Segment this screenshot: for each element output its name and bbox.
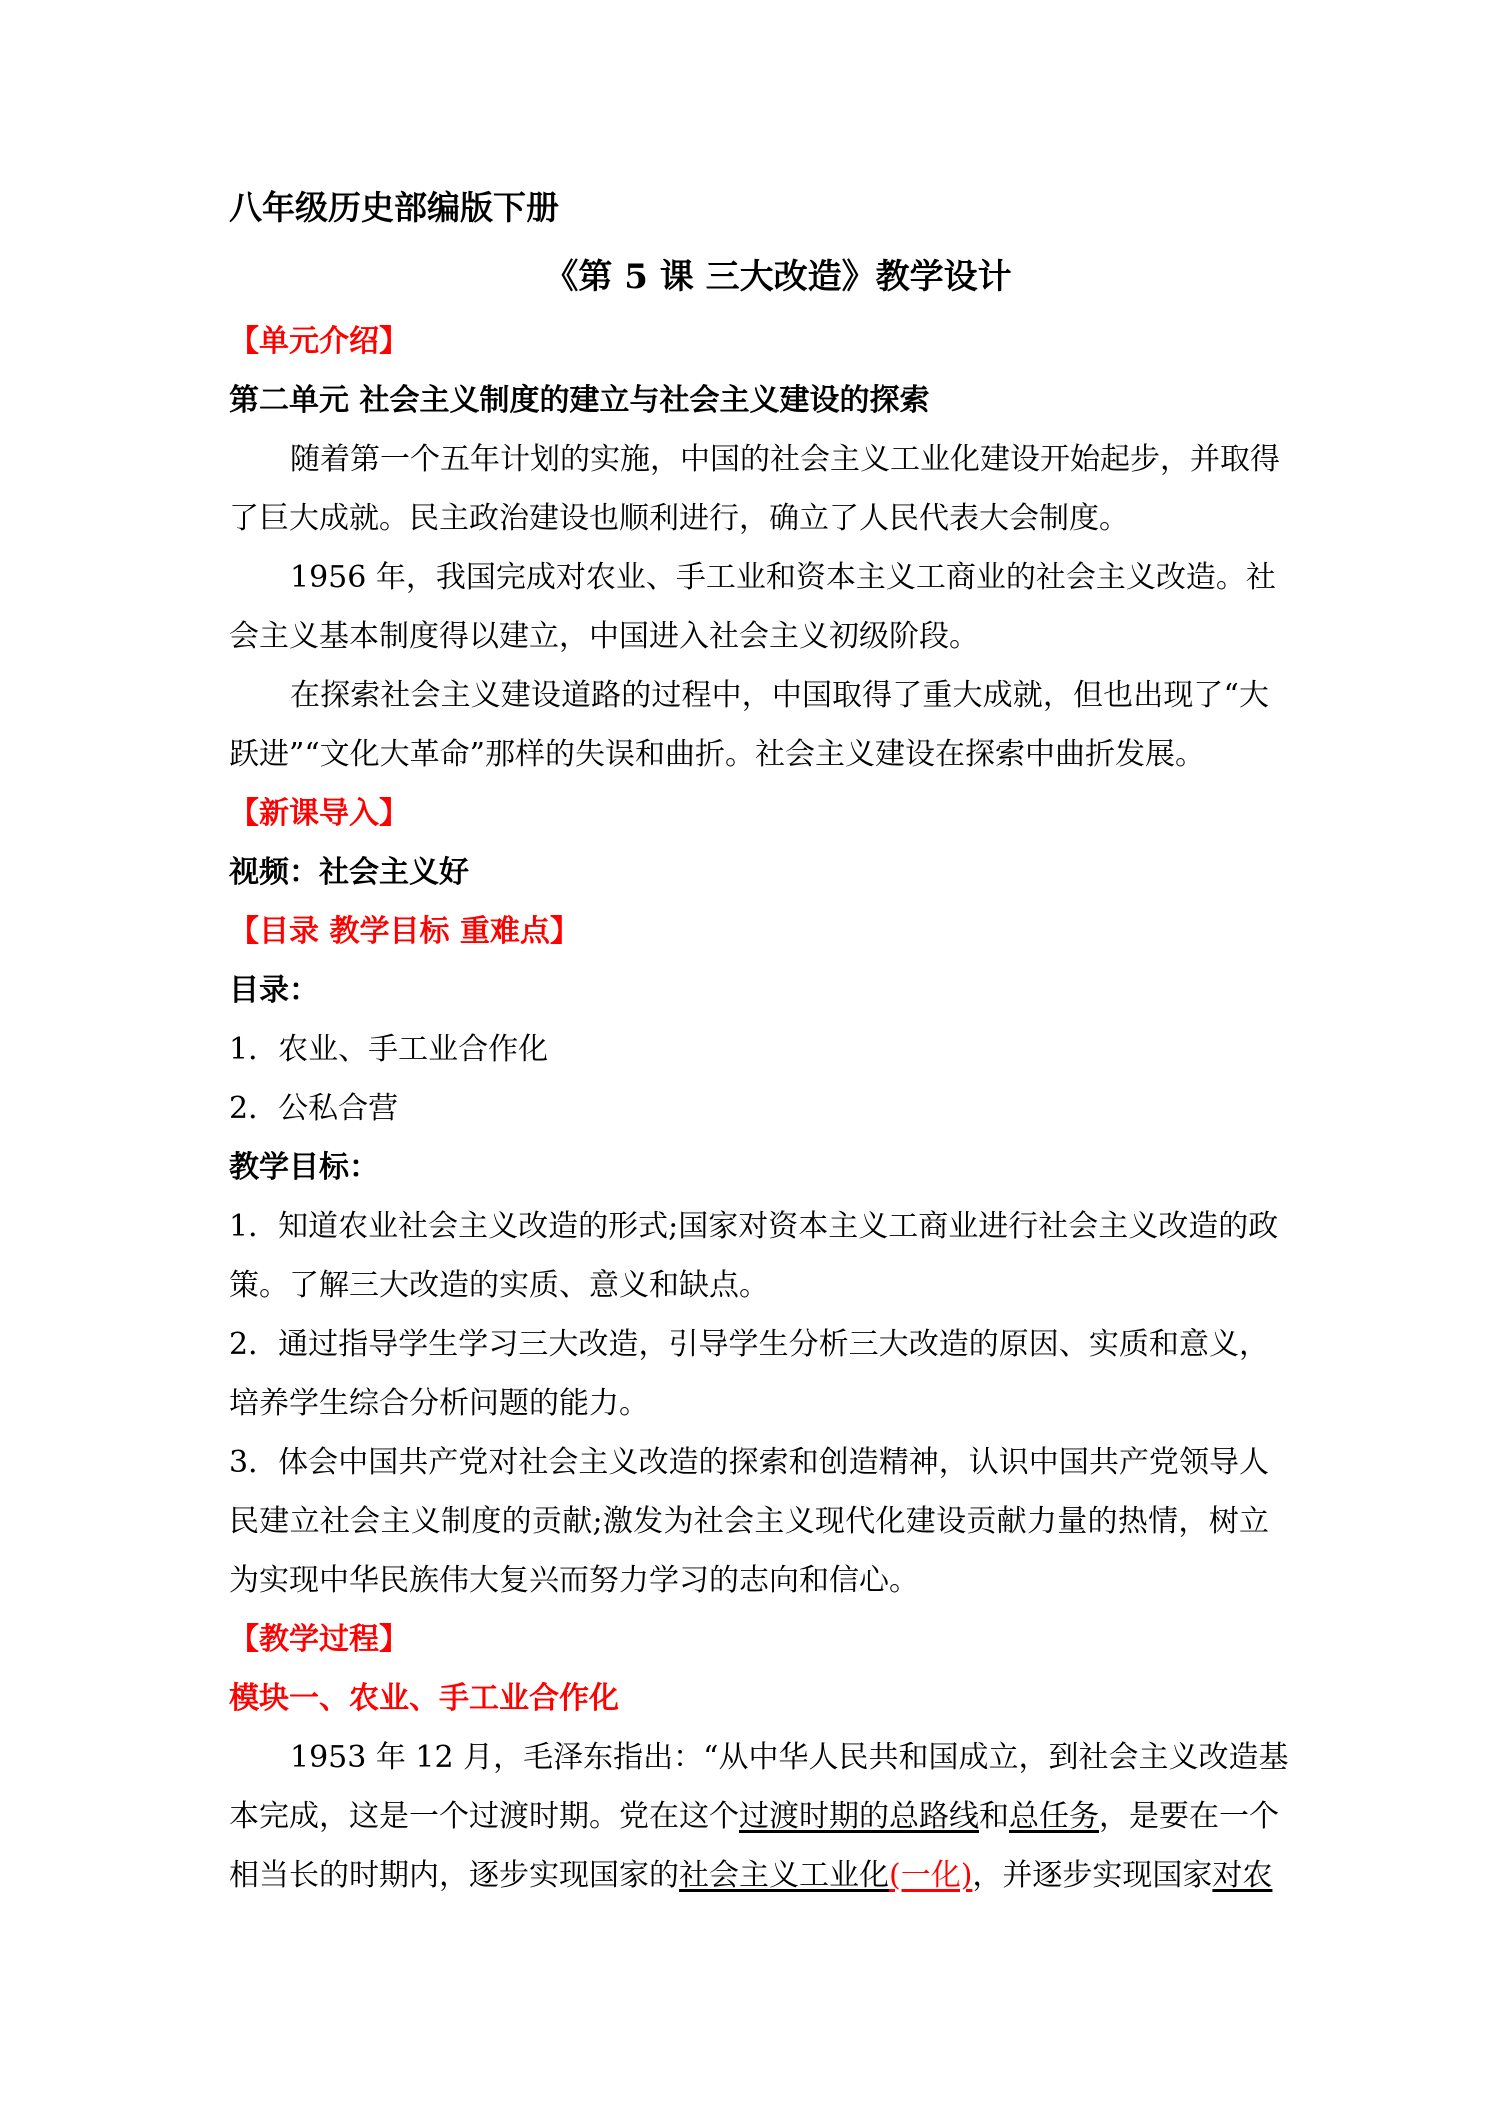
- underlined-term: 过渡时期的总路线: [739, 1799, 979, 1834]
- goals-label: 教学目标：: [229, 1150, 379, 1185]
- paragraph-line: 民建立社会主义制度的贡献;激发为社会主义现代化建设贡献力量的热情，树立: [229, 1504, 1269, 1539]
- grade-heading: 八年级历史部编版下册: [229, 188, 559, 227]
- underlined-term: 总任务: [1009, 1799, 1099, 1834]
- paragraph-line: 随着第一个五年计划的实施，中国的社会主义工业化建设开始起步，并取得: [290, 442, 1280, 477]
- paragraph-line: 1953 年 12 月，毛泽东指出：“从中华人民共和国成立，到社会主义改造基: [290, 1740, 1289, 1775]
- paragraph-line: [229, 1797, 1279, 1856]
- paragraph-line: 会主义基本制度得以建立，中国进入社会主义初级阶段。: [229, 619, 979, 654]
- unit-intro-paragraph-2: [229, 558, 1276, 676]
- paragraph-line: 在探索社会主义建设道路的过程中，中国取得了重大成就，但也出现了“大: [290, 678, 1269, 713]
- text-run: ，并逐步实现国家: [972, 1858, 1213, 1893]
- paragraph-line: 2．通过指导学生学习三大改造，引导学生分析三大改造的原因、实质和意义，: [229, 1327, 1269, 1362]
- paragraph-line: 1．知道农业社会主义改造的形式;国家对资本主义工商业进行社会主义改造的政: [229, 1209, 1279, 1244]
- text-run: ，是要在一个: [1099, 1799, 1279, 1834]
- unit-title: 第二单元 社会主义制度的建立与社会主义建设的探索: [229, 383, 930, 418]
- toc-section-label: 【目录 教学目标 重难点】: [229, 914, 580, 949]
- paragraph-line: [229, 1856, 1273, 1915]
- quote-paragraph: [229, 1738, 1289, 1915]
- paragraph-line: 3．体会中国共产党对社会主义改造的探索和创造精神，认识中国共产党领导人: [229, 1445, 1269, 1480]
- paragraph-line: 1956 年，我国完成对农业、手工业和资本主义工商业的社会主义改造。社: [290, 560, 1276, 595]
- text-run: 相当长的时期内，逐步实现国家的: [229, 1858, 679, 1893]
- document-title: 《第 5 课 三大改造》教学设计: [544, 257, 1012, 297]
- paragraph-line: 跃进”“文化大革命”那样的失误和曲折。社会主义建设在探索中曲折发展。: [229, 737, 1206, 772]
- goal-item-3: [229, 1443, 1269, 1620]
- unit-intro-paragraph-3: [229, 676, 1269, 794]
- module-1-heading: 模块一、农业、手工业合作化: [229, 1681, 619, 1716]
- paragraph-line: 策。了解三大改造的实质、意义和缺点。: [229, 1268, 769, 1303]
- text-run: 和: [979, 1799, 1009, 1834]
- document-body: [229, 186, 1289, 1915]
- unit-intro-label: 【单元介绍】: [229, 324, 409, 359]
- goal-item-2: [229, 1325, 1269, 1443]
- process-label: 【教学过程】: [229, 1622, 409, 1657]
- underlined-annotation: (一化): [889, 1858, 973, 1893]
- underlined-term: 对农: [1212, 1858, 1273, 1893]
- video-line: 视频：社会主义好: [229, 855, 469, 890]
- toc-label: 目录：: [229, 973, 319, 1008]
- toc-item: 2．公私合营: [229, 1091, 399, 1126]
- new-lesson-label: 【新课导入】: [229, 796, 409, 831]
- underlined-term: 社会主义工业化: [679, 1858, 889, 1893]
- paragraph-line: 了巨大成就。民主政治建设也顺利进行，确立了人民代表大会制度。: [229, 501, 1129, 536]
- toc-item: 1．农业、手工业合作化: [229, 1032, 549, 1067]
- paragraph-line: 培养学生综合分析问题的能力。: [229, 1386, 649, 1421]
- unit-intro-paragraph-1: [229, 440, 1280, 558]
- goal-item-1: [229, 1207, 1279, 1325]
- paragraph-line: 为实现中华民族伟大复兴而努力学习的志向和信心。: [229, 1563, 919, 1598]
- text-run: 本完成，这是一个过渡时期。党在这个: [229, 1799, 739, 1834]
